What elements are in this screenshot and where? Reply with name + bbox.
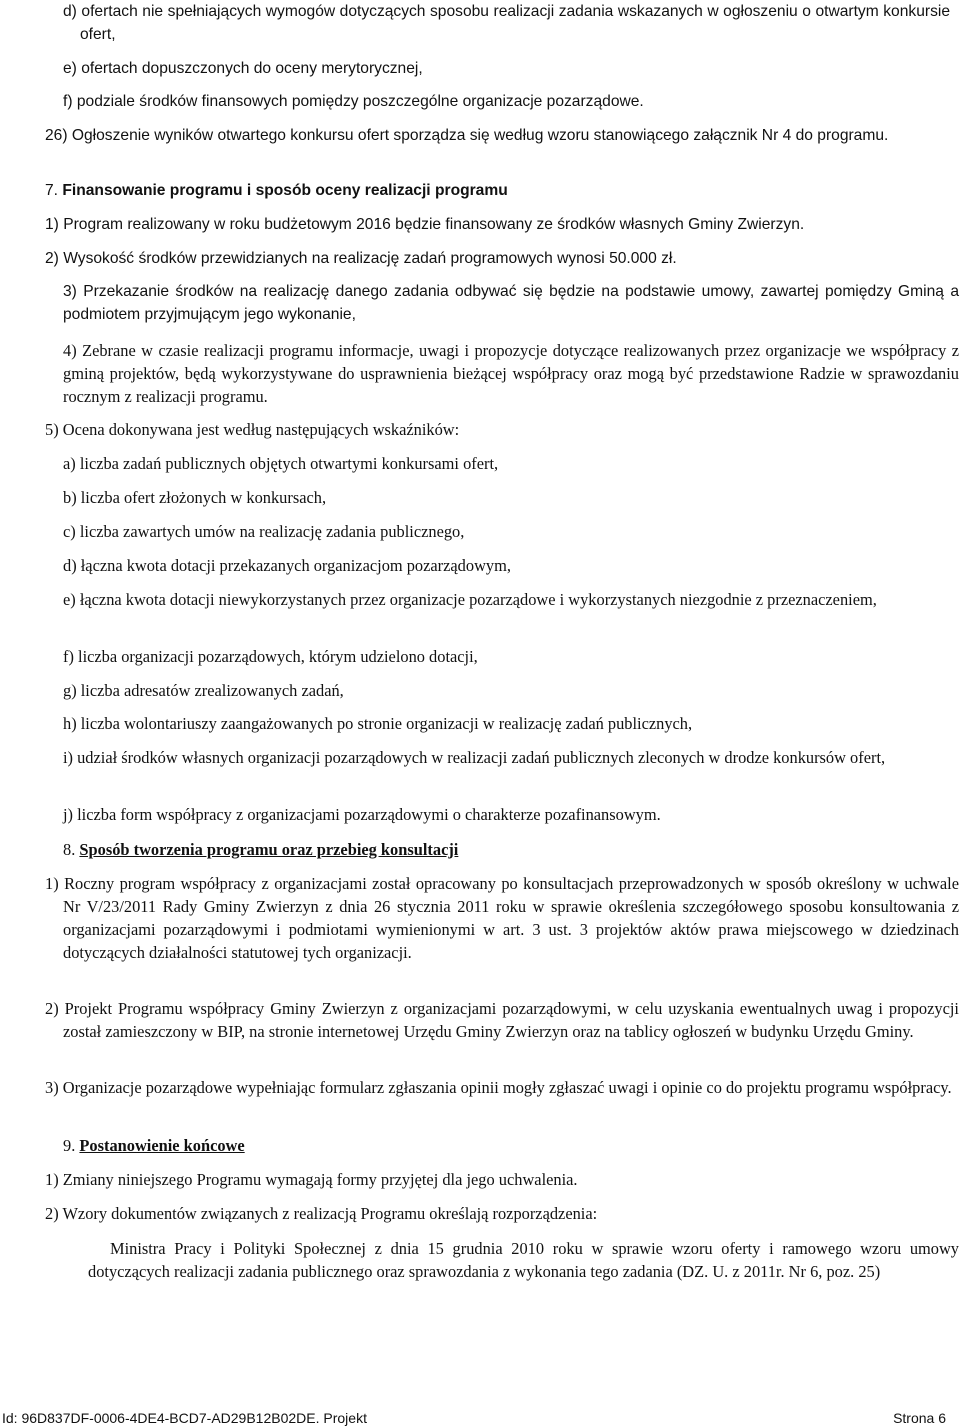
indicator-item-a: a) liczba zadań publicznych objętych otwartymi konkursami ofert,	[63, 454, 499, 473]
paragraph-program-draft: 2) Projekt Programu współpracy Gminy Zwierzyn z organizacjami pozarządowymi, w celu uzyskania ewentualnych uwag i propozycji został zamieszczony w BIP, na stronie internetowej Urzędu Gminy Zwierzyn oraz na tablicy ogłoszeń w budynku Urzędu Gminy.	[45, 999, 959, 1041]
indicator-item-b: b) liczba ofert złożonych w konkursach,	[63, 488, 327, 507]
section-heading-9	[63, 1134, 933, 1157]
section-heading-7	[45, 179, 933, 202]
indicator-item-e: e) łączna kwota dotacji niewykorzystanych przez organizacje pozarządowe i wykorzystanych niezgodnie z przeznaczeniem,	[63, 590, 877, 609]
paragraph-offers-admitted: e) ofertach dopuszczonych do oceny merytorycznej,	[63, 60, 423, 77]
paragraph-results-announcement: 26) Ogłoszenie wyników otwartego konkursu ofert sporządza się według wzoru stanowiącego załącznik Nr 4 do programu.	[45, 127, 889, 144]
paragraph-funds-amount: 2) Wysokość środków przewidzianych na realizację zadań programowych wynosi 50.000 zł.	[45, 250, 677, 267]
indicator-item-f: f) liczba organizacji pozarządowych, którym udzielono dotacji,	[63, 647, 478, 666]
indicator-item-c: c) liczba zawartych umów na realizację zadania publicznego,	[63, 522, 465, 541]
section-heading-8	[63, 838, 933, 861]
section-number: 8.	[63, 840, 76, 859]
paragraph-funds-distribution: f) podziale środków finansowych pomiędzy poszczególne organizacje pozarządowe.	[63, 93, 644, 110]
paragraph-offers-not-meeting-requirements: d) ofertach nie spełniających wymogów dotyczących sposobu realizacji zadania wskazanych w ogłoszeniu o otwartym konkursie ofert,	[63, 3, 950, 43]
indicator-item-i: i) udział środków własnych organizacji pozarządowych w realizacji zadań publicznych zleconych w drodze konkursów ofert,	[63, 748, 886, 767]
paragraph-collected-information: 4) Zebrane w czasie realizacji programu informacje, uwagi i propozycje dotyczące realizowanych przez organizacje we współpracy z gminą projektów, będą wykorzystywane do usprawnienia bieżącej współpracy oraz mogą być przedstawione Radzie w sprawozdaniu rocznym z realizacji programu.	[63, 341, 959, 406]
paragraph-funds-transfer: 3) Przekazanie środków na realizację danego zadania odbywać się będzie na podstawie umowy, zawartej pomiędzy Gminą a podmiotem przyjmującym jego wykonanie,	[63, 283, 959, 323]
indicator-item-d: d) łączna kwota dotacji przekazanych organizacjom pozarządowym,	[63, 556, 511, 575]
document-id: Id: 96D837DF-0006-4DE4-BCD7-AD29B12B02DE. Projekt	[2, 1410, 367, 1426]
paragraph-program-financing: 1) Program realizowany w roku budżetowym 2016 będzie finansowany ze środków własnych Gminy Zwierzyn.	[45, 216, 805, 233]
section-title: Sposób tworzenia programu oraz przebieg konsultacji	[79, 840, 459, 859]
section-number: 7.	[45, 182, 59, 199]
paragraph-program-changes: 1) Zmiany niniejszego Programu wymagają formy przyjętej dla jego uchwalenia.	[45, 1170, 578, 1189]
paragraph-evaluation-indicators: 5) Ocena dokonywana jest według następujących wskaźników:	[45, 420, 460, 439]
paragraph-organizations-opinions: 3) Organizacje pozarządowe wypełniając formularz zgłaszania opinii mogły zgłaszać uwagi i opinie co do projektu programu współpracy.	[45, 1078, 952, 1097]
indicator-item-h: h) liczba wolontariuszy zaangażowanych po stronie organizacji w realizację zadań publicznych,	[63, 714, 693, 733]
section-number: 9.	[63, 1136, 76, 1155]
section-title: Finansowanie programu i sposób oceny realizacji programu	[62, 182, 508, 199]
paragraph-annual-program: 1) Roczny program współpracy z organizacjami został opracowany po konsultacjach przeprowadzonych w sposób określony w uchwale Nr V/23/2011 Rady Gminy Zwierzyn z dnia 26 stycznia 2011 roku w sprawie określenia szczegółowego sposobu konsultowania z organizacjami pozarządowymi i podmiotami wymienionymi w art. 3 ust. 3 projektów aktów prawa miejscowego w dziedzinach dotyczących działalności statutowej tych organizacji.	[45, 874, 959, 962]
section-title: Postanowienie końcowe	[79, 1136, 245, 1155]
paragraph-ministry-regulation: Ministra Pracy i Polityki Społecznej z dnia 15 grudnia 2010 roku w sprawie wzoru oferty i ramowego wzoru umowy dotyczących realizacji zadania publicznego oraz sprawozdania z wykonania tego zadania (DZ. U. z 2011r. Nr 6, poz. 25)	[88, 1239, 959, 1281]
indicator-item-g: g) liczba adresatów zrealizowanych zadań,	[63, 681, 344, 700]
page-number: Strona 6	[893, 1410, 946, 1426]
indicator-item-j: j) liczba form współpracy z organizacjami pozarządowymi o charakterze pozafinansowym.	[63, 805, 661, 824]
page-footer	[0, 1408, 960, 1428]
paragraph-document-templates: 2) Wzory dokumentów związanych z realizacją Programu określają rozporządzenia:	[45, 1204, 598, 1223]
